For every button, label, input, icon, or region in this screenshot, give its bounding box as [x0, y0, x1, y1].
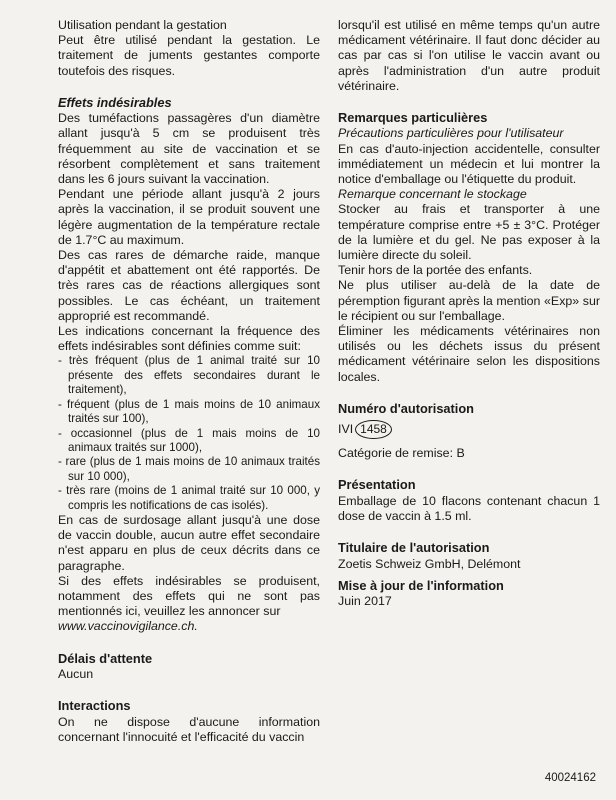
delais-title: Délais d'attente: [58, 650, 153, 666]
stockage-paragraph-1: Stocker au frais et transporter à une température comprise entre +5 ± 3°C. Protéger de la lumière et du gel. Ne pas exposer à la lumière directe du soleil.: [338, 202, 600, 263]
effets-title: Effets indésirables: [58, 94, 172, 110]
delais-text: Aucun: [58, 666, 94, 681]
stockage-paragraph-2: Tenir hors de la portée des enfants.: [338, 263, 533, 278]
titulaire-text: Zoetis Schweiz GmbH, Delémont: [338, 556, 521, 571]
effets-paragraph-3: Des cas rares de démarche raide, manque d'appétit et abattement ont été rapportés. De très rares cas de réactions allergiques sont possibles. Le cas échéant, un traitement approprié est recommandé.: [58, 248, 320, 323]
gestation-text: Peut être utilisé pendant la gestation. Le traitement de juments gestantes comporte toutefois des risques.: [58, 33, 320, 78]
ivi-authorization: [338, 420, 600, 439]
stockage-subtitle: Remarque concernant le stockage: [338, 187, 527, 202]
interactions-text: On ne dispose d'aucune information concernant l'innocuité et l'efficacité du vaccin: [58, 714, 320, 744]
interactions-continued: lorsqu'il est utilisé en même temps qu'un autre médicament vétérinaire. Il faut donc décider au cas par cas si l'on utilise le vaccin avant ou après l'administration d'un autre produit vétérinaire.: [338, 18, 600, 93]
presentation-title: Présentation: [338, 477, 416, 493]
left-column: [58, 18, 320, 745]
freq-item: - très fréquent (plus de 1 animal traité sur 10 présente des effets secondaires durant le traitement),: [58, 354, 320, 397]
ivi-number-badge: 1458: [355, 420, 392, 439]
ivi-prefix: IVI: [338, 422, 354, 437]
freq-item: - occasionnel (plus de 1 mais moins de 10 animaux traités sur 1000),: [58, 426, 320, 454]
freq-item: - fréquent (plus de 1 mais moins de 10 animaux traités sur 100),: [58, 397, 320, 426]
gestation-title: Utilisation pendant la gestation: [58, 18, 227, 32]
leaflet-code: 40024162: [544, 772, 596, 784]
maj-text: Juin 2017: [338, 594, 392, 609]
precautions-text: En cas d'auto-injection accidentelle, consulter immédiatement un médecin et lui montrer la notice d'emballage ou l'étiquette du produit.: [338, 141, 600, 187]
interactions-title: Interactions: [58, 698, 131, 714]
effets-paragraph-4: Les indications concernant la fréquence des effets indésirables sont définies comme suit:: [58, 324, 320, 354]
maj-title: Mise à jour de l'information: [338, 577, 504, 593]
vaccinovigilance-link[interactable]: www.vaccinovigilance.ch.: [58, 619, 198, 634]
effets-paragraph-5: En cas de surdosage allant jusqu'à une dose de vaccin double, aucun autre effet secondaire n'est apparu en plus de ceux décrits dans ce paragraphe.: [58, 512, 320, 573]
effets-paragraph-1: Des tuméfactions passagères d'un diamètre allant jusqu'à 5 cm se produisent très fréquemment au site de vaccination et se résorbent complètement et sans traitement dans les 6 jours suivant la vaccination.: [58, 111, 320, 187]
precautions-subtitle: Précautions particulières pour l'utilisateur: [338, 126, 564, 141]
presentation-text: Emballage de 10 flacons contenant chacun 1 dose de vaccin à 1.5 ml.: [338, 493, 600, 524]
stockage-paragraph-3: Ne plus utiliser au-delà de la date de péremption figurant après la mention «Exp» sur le récipient ou sur l'emballage.: [338, 278, 600, 323]
freq-item: - rare (plus de 1 mais moins de 10 animaux traités sur 10 000),: [58, 455, 320, 483]
stockage-paragraph-4: Éliminer les médicaments vétérinaires non utilisés ou les déchets issus du présent médicament vétérinaire selon les dispositions locales.: [338, 324, 600, 384]
freq-item: - très rare (moins de 1 animal traité sur 10 000, y compris les notifications de cas isolés).: [58, 484, 320, 512]
remarques-title: Remarques particulières: [338, 110, 488, 126]
right-column: [338, 18, 600, 610]
titulaire-title: Titulaire de l'autorisation: [338, 540, 490, 556]
autorisation-title: Numéro d'autorisation: [338, 400, 474, 416]
effets-paragraph-2: Pendant une période allant jusqu'à 2 jours après la vaccination, il se produit souvent une légère augmentation de la température rectale de 1.7°C au maximum.: [58, 187, 320, 247]
categorie-remise: Catégorie de remise: B: [338, 446, 465, 461]
effets-paragraph-6: Si des effets indésirables se produisent, notamment des effets qui ne sont pas mentionnés ici, veuillez les annoncer sur: [58, 573, 320, 619]
